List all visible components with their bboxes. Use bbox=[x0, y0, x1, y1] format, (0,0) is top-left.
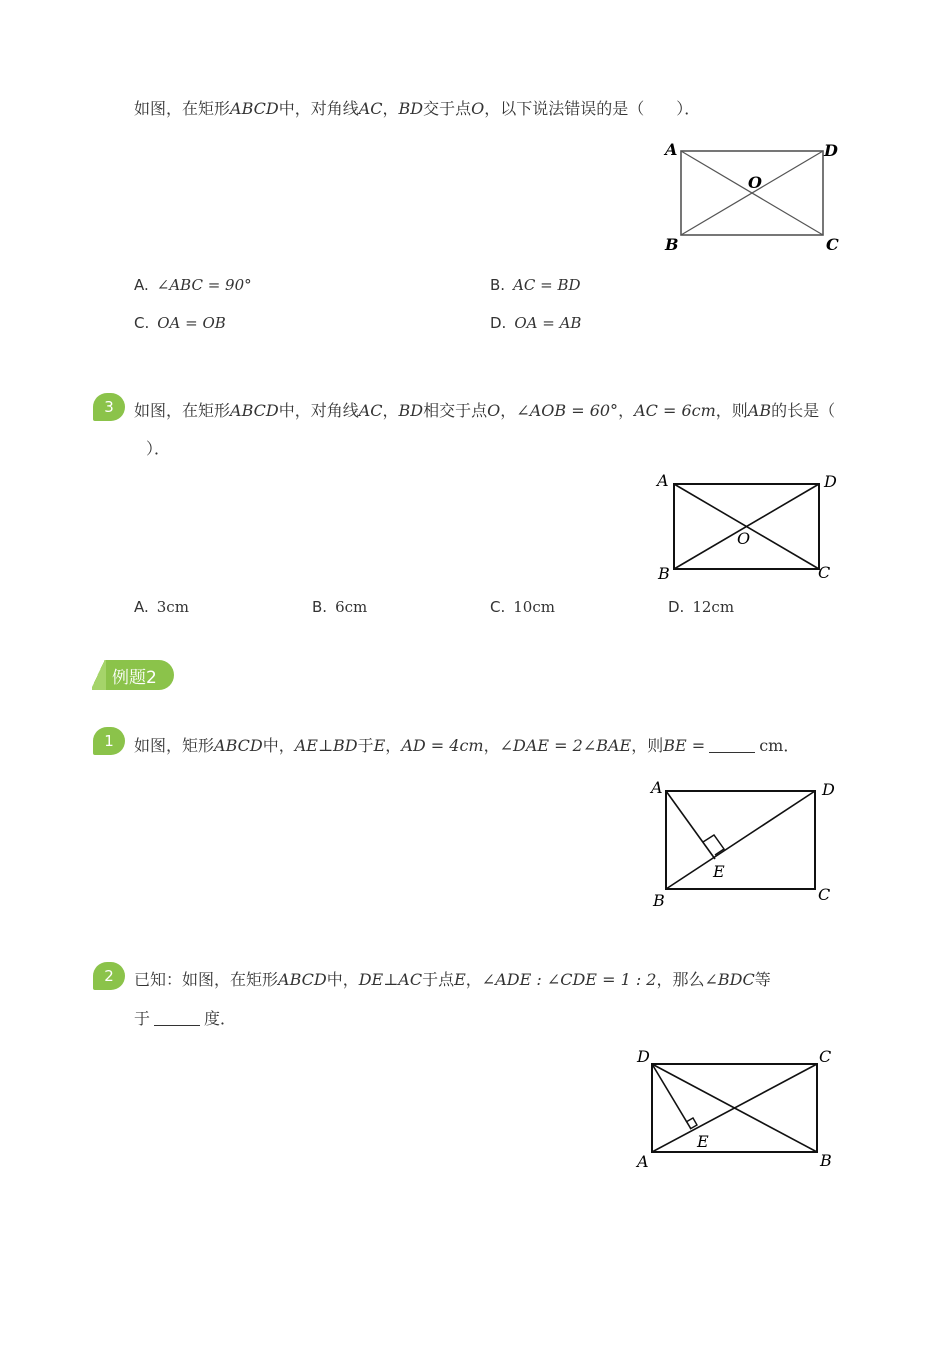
example-2-stem: 已知：如图，在矩形ABCD中，DE⊥AC于点E，∠ADE : ∠CDE = 1 : 2，那么∠BDC等 bbox=[134, 970, 771, 989]
label-o: O bbox=[737, 529, 751, 548]
option-c[interactable]: C. 10cm bbox=[490, 598, 555, 616]
example-2-stem-line2: 于 度． bbox=[134, 1009, 237, 1028]
label-d: D bbox=[637, 1047, 650, 1066]
label-c: C bbox=[818, 563, 831, 582]
label-a: A bbox=[637, 1152, 649, 1171]
label-e: E bbox=[697, 1132, 709, 1151]
label-e: E bbox=[713, 862, 725, 881]
figure-rectangle-abcd-ex1 bbox=[645, 775, 845, 915]
option-b[interactable]: B. 6cm bbox=[312, 598, 368, 616]
figure-rectangle-abcd-top bbox=[655, 135, 850, 260]
label-c: C bbox=[818, 885, 831, 904]
label-b: B bbox=[665, 235, 679, 254]
label-a: A bbox=[657, 471, 669, 490]
section-tag-example-2: 例题2 bbox=[92, 660, 174, 690]
answer-blank[interactable] bbox=[709, 752, 755, 753]
example-1-stem: 如图，矩形ABCD中，AE⊥BD于E，AD = 4cm，∠DAE = 2∠BAE，则BE = cm． bbox=[134, 736, 800, 755]
question-3-stem: 如图，在矩形ABCD中，对角线AC，BD相交于点O，∠AOB = 60°，AC = 6cm，则AB的长是（ bbox=[134, 401, 836, 420]
option-d[interactable]: D. OA = AB bbox=[490, 314, 582, 332]
label-b: B bbox=[653, 891, 665, 910]
option-c[interactable]: C. OA = OB bbox=[134, 314, 226, 332]
label-d: D bbox=[824, 141, 838, 160]
question-number-badge: 2 bbox=[93, 962, 125, 990]
figure-rectangle-abcd-q3 bbox=[650, 468, 845, 586]
option-b[interactable]: B. AC = BD bbox=[490, 276, 581, 294]
question-top-stem: 如图，在矩形ABCD中，对角线AC，BD交于点O，以下说法错误的是（ ）． bbox=[134, 99, 701, 118]
label-c: C bbox=[826, 235, 839, 254]
question-number-badge: 3 bbox=[93, 393, 125, 421]
label-b: B bbox=[658, 564, 670, 583]
question-3-stem-line2: ）． bbox=[146, 439, 171, 458]
label-d: D bbox=[824, 472, 837, 491]
answer-blank[interactable] bbox=[154, 1025, 200, 1026]
option-d[interactable]: D. 12cm bbox=[668, 598, 735, 616]
label-o: O bbox=[748, 173, 762, 192]
label-a: A bbox=[651, 778, 663, 797]
label-c: C bbox=[819, 1047, 832, 1066]
figure-rectangle-abcd-ex2 bbox=[630, 1045, 840, 1175]
label-d: D bbox=[822, 780, 835, 799]
label-a: A bbox=[665, 140, 678, 159]
option-a[interactable]: A. ∠ABC = 90° bbox=[134, 276, 252, 294]
option-a[interactable]: A. 3cm bbox=[134, 598, 189, 616]
question-number-badge: 1 bbox=[93, 727, 125, 755]
label-b: B bbox=[820, 1151, 832, 1170]
